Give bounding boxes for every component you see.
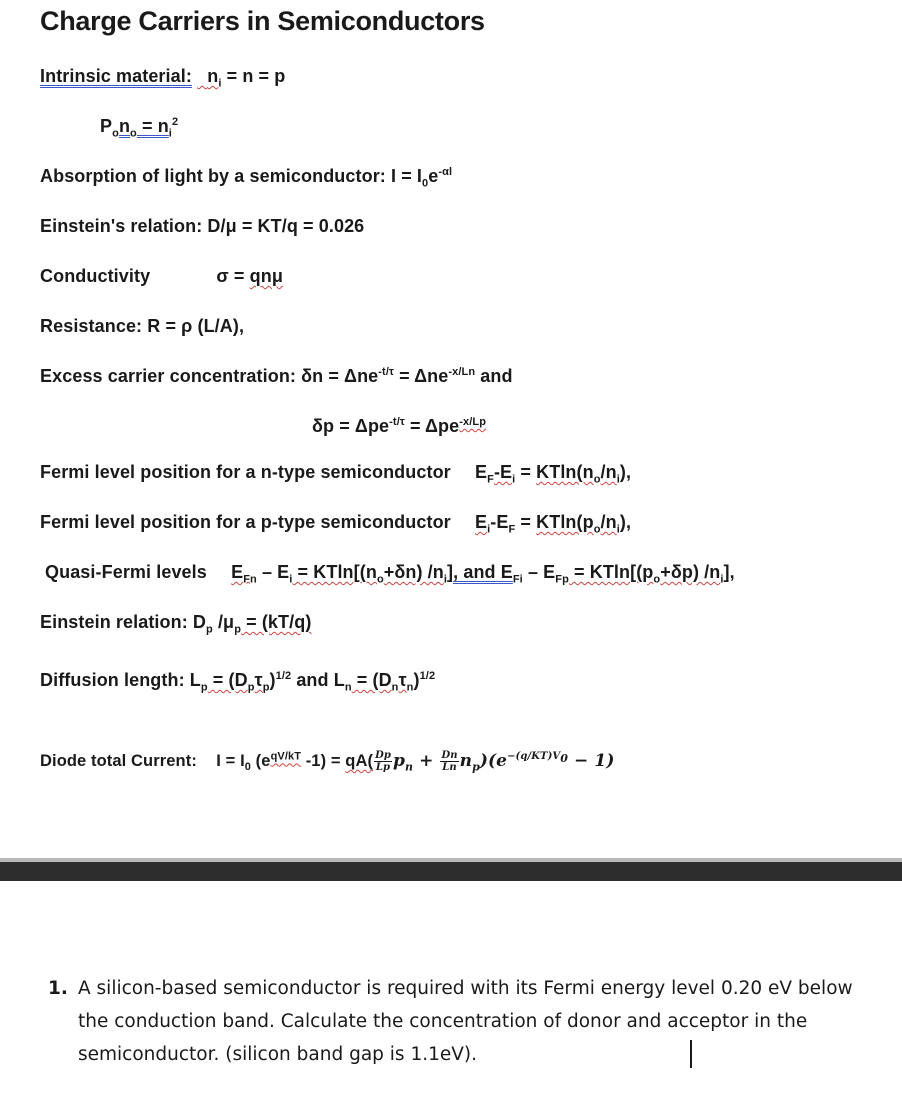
question-number: 1.: [48, 978, 68, 999]
page-title: Charge Carriers in Semiconductors: [40, 6, 485, 36]
excess-n-line: Excess carrier concentration: δn = Δne$^{-t/\tau}$ = Δne$^{-x/Ln}$ and: [40, 366, 513, 386]
frac-dn-ln: $\frac{Dn}{Ln}$: [441, 750, 458, 773]
einstein-relation-line: Einstein relation: $D_p$ $/\mu_p = (kT/q)$: [40, 612, 312, 636]
absorption-line: Absorption of light by a semiconductor: $I = I_0e^{-\alpha l}$: [40, 166, 453, 190]
resistance-line: Resistance: R = ρ (L/A),: [40, 316, 245, 336]
question-text: A silicon-based semiconductor is required with its Fermi energy level 0.20 eV below the conduction band. Calculate the concentration of donor and acceptor in the semiconductor. (silicon band gap is 1.1eV).: [78, 978, 853, 1065]
conductivity-line: Conductivity σ = qnμ: [40, 266, 283, 286]
content-divider-bar: [0, 862, 902, 881]
text-cursor: [690, 1040, 692, 1068]
diffusion-line: Diffusion length: $L_p = (D_p\tau_p)^{1/2}$ and $L_n = (D_n\tau_n)^{1/2}$: [40, 670, 436, 694]
intrinsic-label: Intrinsic material:: [40, 66, 192, 86]
diode-line: Diode total Current: $I = I_0$ ($e^{qV/kT}$ -1) = qA( $\frac{Dp}{Lp}$ $p_n$ + $\frac{Dn}{Ln}$ $n_p)(e^{-(q/KT)V_0} - 1)$: [40, 750, 615, 774]
fermi-p-line: Fermi level position for a p-type semiconductor $E_i-E_F = KTln(p_o/n_i)$,: [40, 512, 632, 536]
intrinsic-line: Intrinsic material: $n_i = n = p$: [40, 66, 286, 90]
question-block: [48, 972, 868, 1071]
einstein-line: Einstein's relation: D/μ = KT/q = 0.026: [40, 216, 365, 236]
excess-p-line: δp = Δpe$^{-t/\tau}$ = Δpe$^{-x/Lp}$: [312, 416, 487, 436]
fermi-n-line: Fermi level position for a n-type semiconductor $E_F-E_i = KTln(n_o/n_i)$,: [40, 462, 632, 486]
quasi-fermi-line: Quasi-Fermi levels $E_{Fn} - E_i = KTln[(n_o+\delta n)$ $/n_i$], and $E_{Fi} - E_{Fp} = KTln[(p_o+\delta p)$ $/n_i$],: [45, 562, 735, 586]
frac-dp-lp: $\frac{Dp}{Lp}$: [375, 750, 391, 773]
mass-action-line: $P_on_o = n_i^2$: [100, 116, 179, 140]
